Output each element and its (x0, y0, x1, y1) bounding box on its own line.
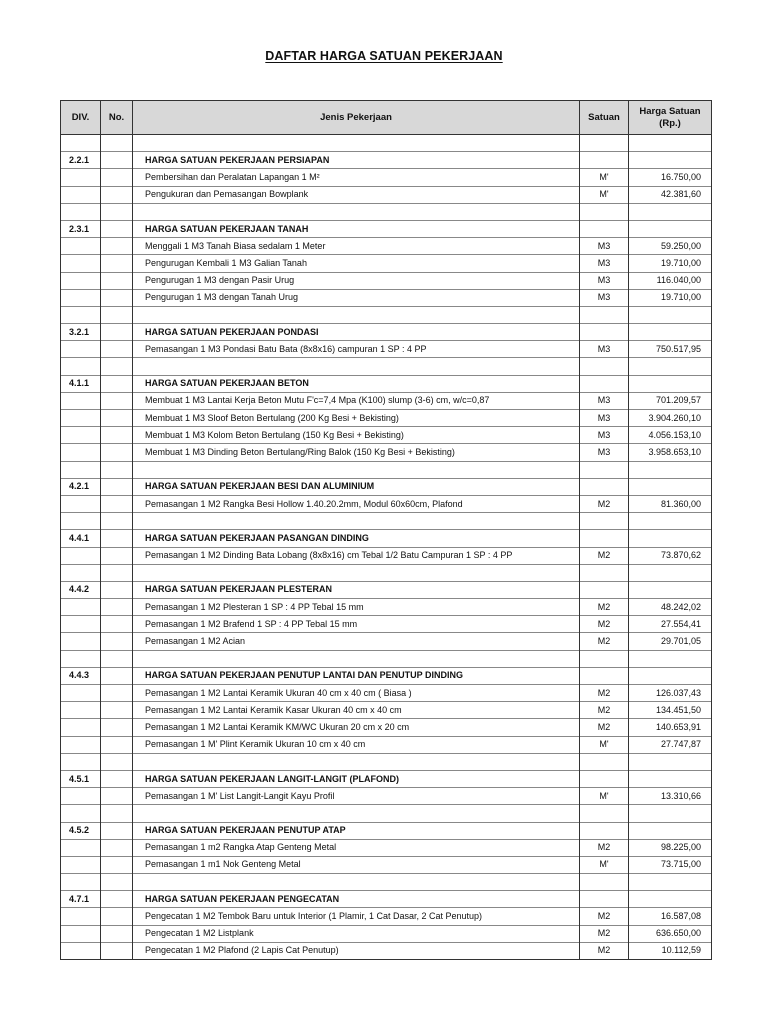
division-code (61, 461, 101, 478)
job-description: Membuat 1 M3 Lantai Kerja Beton Mutu F'c=7,4 Mpa (K100) slump (3-6) cm, w/c=0,87 (133, 392, 580, 409)
unit (580, 581, 629, 598)
job-description (133, 564, 580, 581)
division-code: 4.5.2 (61, 822, 101, 839)
group-header-row (61, 478, 712, 495)
unit-price (629, 203, 712, 220)
job-description: Pemasangan 1 M2 Lantai Keramik KM/WC Ukuran 20 cm x 20 cm (133, 719, 580, 736)
item-number (101, 702, 133, 719)
unit (580, 530, 629, 547)
division-code (61, 410, 101, 427)
unit (580, 306, 629, 323)
division-code (61, 169, 101, 186)
item-number (101, 135, 133, 152)
table-row (61, 341, 712, 358)
item-number (101, 599, 133, 616)
unit: M3 (580, 272, 629, 289)
spacer-row (61, 306, 712, 323)
unit-price: 48.242,02 (629, 599, 712, 616)
table-row (61, 272, 712, 289)
job-description: Membuat 1 M3 Dinding Beton Bertulang/Ring Balok (150 Kg Besi + Bekisting) (133, 444, 580, 461)
item-number (101, 169, 133, 186)
item-number (101, 805, 133, 822)
spacer-row (61, 564, 712, 581)
table-row (61, 719, 712, 736)
header-harga-label: Harga Satuan (639, 105, 701, 117)
unit-price (629, 324, 712, 341)
unit-price: 134.451,50 (629, 702, 712, 719)
division-code (61, 513, 101, 530)
table-row (61, 702, 712, 719)
division-code (61, 272, 101, 289)
unit-price (629, 478, 712, 495)
group-header-row (61, 324, 712, 341)
unit-price: 3.958.653,10 (629, 444, 712, 461)
job-description: Pengecatan 1 M2 Plafond (2 Lapis Cat Penutup) (133, 942, 580, 959)
division-code (61, 839, 101, 856)
item-number (101, 822, 133, 839)
group-header-row (61, 220, 712, 237)
unit-price: 98.225,00 (629, 839, 712, 856)
unit-price (629, 375, 712, 392)
unit: M2 (580, 719, 629, 736)
division-code: 4.1.1 (61, 375, 101, 392)
unit-price (629, 581, 712, 598)
unit (580, 220, 629, 237)
unit-price (629, 306, 712, 323)
unit-price: 73.715,00 (629, 856, 712, 873)
unit: M3 (580, 392, 629, 409)
division-code (61, 427, 101, 444)
division-code (61, 685, 101, 702)
table-row (61, 616, 712, 633)
item-number (101, 788, 133, 805)
division-code: 4.5.1 (61, 770, 101, 787)
division-code (61, 702, 101, 719)
division-code (61, 564, 101, 581)
price-table (60, 100, 712, 960)
unit-price: 126.037,43 (629, 685, 712, 702)
division-code: 3.2.1 (61, 324, 101, 341)
spacer-row (61, 358, 712, 375)
division-code (61, 650, 101, 667)
division-code: 2.2.1 (61, 152, 101, 169)
division-code (61, 788, 101, 805)
division-code (61, 289, 101, 306)
item-number (101, 461, 133, 478)
unit-price: 19.710,00 (629, 289, 712, 306)
table-row (61, 599, 712, 616)
unit-price (629, 667, 712, 684)
job-description: HARGA SATUAN PEKERJAAN LANGIT-LANGIT (PLAFOND) (133, 770, 580, 787)
unit: M2 (580, 925, 629, 942)
table-row (61, 547, 712, 564)
job-description: Pemasangan 1 M2 Brafend 1 SP : 4 PP Tebal 15 mm (133, 616, 580, 633)
unit-price: 13.310,66 (629, 788, 712, 805)
item-number (101, 719, 133, 736)
unit-price: 27.554,41 (629, 616, 712, 633)
job-description: Pengecatan 1 M2 Tembok Baru untuk Interior (1 Plamir, 1 Cat Dasar, 2 Cat Penutup) (133, 908, 580, 925)
division-code (61, 616, 101, 633)
unit: M3 (580, 427, 629, 444)
item-number (101, 272, 133, 289)
item-number (101, 942, 133, 959)
item-number (101, 358, 133, 375)
division-code: 4.4.2 (61, 581, 101, 598)
unit-price: 73.870,62 (629, 547, 712, 564)
item-number (101, 856, 133, 873)
unit-price: 59.250,00 (629, 238, 712, 255)
job-description: Menggali 1 M3 Tanah Biasa sedalam 1 Meter (133, 238, 580, 255)
spacer-row (61, 135, 712, 152)
job-description (133, 650, 580, 667)
table-row (61, 685, 712, 702)
group-header-row (61, 581, 712, 598)
header-jenis-pekerjaan: Jenis Pekerjaan (133, 101, 580, 135)
item-number (101, 564, 133, 581)
division-code: 4.2.1 (61, 478, 101, 495)
item-number (101, 874, 133, 891)
unit (580, 891, 629, 908)
unit-price (629, 753, 712, 770)
item-number (101, 891, 133, 908)
item-number (101, 908, 133, 925)
item-number (101, 392, 133, 409)
job-description: Pembersihan dan Peralatan Lapangan 1 M² (133, 169, 580, 186)
unit: M3 (580, 444, 629, 461)
unit (580, 461, 629, 478)
unit (580, 667, 629, 684)
unit: M3 (580, 341, 629, 358)
unit (580, 822, 629, 839)
table-row (61, 289, 712, 306)
job-description (133, 753, 580, 770)
division-code (61, 255, 101, 272)
job-description: Pengurugan 1 M3 dengan Tanah Urug (133, 289, 580, 306)
item-number (101, 238, 133, 255)
table-row (61, 392, 712, 409)
item-number (101, 530, 133, 547)
job-description: HARGA SATUAN PEKERJAAN PENUTUP ATAP (133, 822, 580, 839)
group-header-row (61, 667, 712, 684)
job-description: Membuat 1 M3 Sloof Beton Bertulang (200 Kg Besi + Bekisting) (133, 410, 580, 427)
unit: M2 (580, 685, 629, 702)
item-number (101, 770, 133, 787)
division-code (61, 341, 101, 358)
job-description (133, 135, 580, 152)
unit (580, 805, 629, 822)
unit-price: 4.056.153,10 (629, 427, 712, 444)
unit-price: 16.587,08 (629, 908, 712, 925)
table-row (61, 495, 712, 512)
unit: M3 (580, 289, 629, 306)
spacer-row (61, 513, 712, 530)
unit: M' (580, 186, 629, 203)
item-number (101, 581, 133, 598)
item-number (101, 289, 133, 306)
unit-price (629, 358, 712, 375)
unit-price: 27.747,87 (629, 736, 712, 753)
unit: M' (580, 788, 629, 805)
unit (580, 324, 629, 341)
table-row (61, 186, 712, 203)
table-row (61, 633, 712, 650)
unit-price: 750.517,95 (629, 341, 712, 358)
unit: M2 (580, 495, 629, 512)
item-number (101, 410, 133, 427)
table-header-row (61, 101, 712, 135)
unit-price: 140.653,91 (629, 719, 712, 736)
job-description: Pemasangan 1 m2 Rangka Atap Genteng Metal (133, 839, 580, 856)
unit (580, 564, 629, 581)
spacer-row (61, 874, 712, 891)
item-number (101, 650, 133, 667)
job-description: HARGA SATUAN PEKERJAAN PASANGAN DINDING (133, 530, 580, 547)
job-description: HARGA SATUAN PEKERJAAN BETON (133, 375, 580, 392)
unit: M2 (580, 599, 629, 616)
item-number (101, 478, 133, 495)
unit: M2 (580, 908, 629, 925)
item-number (101, 753, 133, 770)
division-code (61, 238, 101, 255)
header-no: No. (101, 101, 133, 135)
item-number (101, 495, 133, 512)
unit (580, 152, 629, 169)
unit-price: 16.750,00 (629, 169, 712, 186)
job-description: Pemasangan 1 M3 Pondasi Batu Bata (8x8x16) campuran 1 SP : 4 PP (133, 341, 580, 358)
table-row (61, 788, 712, 805)
unit-price: 10.112,59 (629, 942, 712, 959)
division-code: 4.4.1 (61, 530, 101, 547)
unit (580, 874, 629, 891)
unit-price (629, 135, 712, 152)
job-description (133, 461, 580, 478)
job-description: Pemasangan 1 M' Plint Keramik Ukuran 10 cm x 40 cm (133, 736, 580, 753)
job-description: Pemasangan 1 M2 Acian (133, 633, 580, 650)
spacer-row (61, 753, 712, 770)
item-number (101, 203, 133, 220)
item-number (101, 255, 133, 272)
unit (580, 375, 629, 392)
table-row (61, 238, 712, 255)
division-code (61, 856, 101, 873)
job-description: HARGA SATUAN PEKERJAAN PONDASI (133, 324, 580, 341)
item-number (101, 925, 133, 942)
item-number (101, 444, 133, 461)
unit-price (629, 530, 712, 547)
job-description: Pemasangan 1 M2 Lantai Keramik Ukuran 40 cm x 40 cm ( Biasa ) (133, 685, 580, 702)
header-harga-unit: (Rp.) (659, 117, 681, 129)
header-satuan: Satuan (580, 101, 629, 135)
division-code (61, 736, 101, 753)
table-body (61, 135, 712, 960)
job-description (133, 306, 580, 323)
unit: M2 (580, 633, 629, 650)
unit-price (629, 650, 712, 667)
page-title: DAFTAR HARGA SATUAN PEKERJAAN (265, 49, 503, 63)
division-code (61, 186, 101, 203)
division-code (61, 633, 101, 650)
unit (580, 770, 629, 787)
group-header-row (61, 375, 712, 392)
unit: M3 (580, 255, 629, 272)
division-code (61, 135, 101, 152)
unit-price: 42.381,60 (629, 186, 712, 203)
table-row (61, 427, 712, 444)
group-header-row (61, 530, 712, 547)
unit: M2 (580, 839, 629, 856)
division-code (61, 306, 101, 323)
group-header-row (61, 770, 712, 787)
unit-price: 19.710,00 (629, 255, 712, 272)
item-number (101, 152, 133, 169)
header-harga-satuan (629, 101, 712, 135)
unit (580, 478, 629, 495)
job-description: Pemasangan 1 m1 Nok Genteng Metal (133, 856, 580, 873)
unit (580, 358, 629, 375)
unit: M' (580, 169, 629, 186)
item-number (101, 616, 133, 633)
unit: M3 (580, 410, 629, 427)
table-row (61, 925, 712, 942)
job-description (133, 874, 580, 891)
unit: M3 (580, 238, 629, 255)
unit (580, 203, 629, 220)
item-number (101, 427, 133, 444)
division-code (61, 203, 101, 220)
unit-price (629, 770, 712, 787)
unit-price: 81.360,00 (629, 495, 712, 512)
table-row (61, 169, 712, 186)
unit-price (629, 564, 712, 581)
division-code (61, 805, 101, 822)
unit-price: 29.701,05 (629, 633, 712, 650)
item-number (101, 186, 133, 203)
table-row (61, 908, 712, 925)
spacer-row (61, 805, 712, 822)
item-number (101, 685, 133, 702)
item-number (101, 220, 133, 237)
unit-price (629, 874, 712, 891)
table-row (61, 839, 712, 856)
unit: M2 (580, 616, 629, 633)
item-number (101, 667, 133, 684)
item-number (101, 736, 133, 753)
item-number (101, 513, 133, 530)
job-description: Pemasangan 1 M2 Lantai Keramik Kasar Ukuran 40 cm x 40 cm (133, 702, 580, 719)
job-description: Pemasangan 1 M' List Langit-Langit Kayu Profil (133, 788, 580, 805)
unit-price (629, 513, 712, 530)
group-header-row (61, 822, 712, 839)
unit (580, 650, 629, 667)
table-row (61, 255, 712, 272)
division-code (61, 908, 101, 925)
job-description: HARGA SATUAN PEKERJAAN TANAH (133, 220, 580, 237)
job-description: HARGA SATUAN PEKERJAAN BESI DAN ALUMINIUM (133, 478, 580, 495)
division-code (61, 444, 101, 461)
unit-price (629, 891, 712, 908)
unit-price (629, 152, 712, 169)
unit-price: 3.904.260,10 (629, 410, 712, 427)
job-description: HARGA SATUAN PEKERJAAN PLESTERAN (133, 581, 580, 598)
table-row (61, 856, 712, 873)
unit (580, 513, 629, 530)
division-code (61, 925, 101, 942)
unit: M' (580, 736, 629, 753)
division-code (61, 495, 101, 512)
job-description: Membuat 1 M3 Kolom Beton Bertulang (150 Kg Besi + Bekisting) (133, 427, 580, 444)
unit-price: 636.650,00 (629, 925, 712, 942)
job-description: HARGA SATUAN PEKERJAAN PENGECATAN (133, 891, 580, 908)
item-number (101, 306, 133, 323)
division-code (61, 874, 101, 891)
item-number (101, 324, 133, 341)
division-code (61, 392, 101, 409)
table-row (61, 444, 712, 461)
division-code (61, 719, 101, 736)
table-row (61, 942, 712, 959)
division-code (61, 942, 101, 959)
unit: M2 (580, 702, 629, 719)
job-description (133, 358, 580, 375)
item-number (101, 375, 133, 392)
division-code (61, 753, 101, 770)
unit: M2 (580, 942, 629, 959)
item-number (101, 547, 133, 564)
unit-price (629, 461, 712, 478)
unit-price (629, 220, 712, 237)
job-description: Pemasangan 1 M2 Dinding Bata Lobang (8x8x16) cm Tebal 1/2 Batu Campuran 1 SP : 4 PP (133, 547, 580, 564)
job-description (133, 203, 580, 220)
unit: M' (580, 856, 629, 873)
job-description: HARGA SATUAN PEKERJAAN PERSIAPAN (133, 152, 580, 169)
table-row (61, 736, 712, 753)
job-description: Pengurugan 1 M3 dengan Pasir Urug (133, 272, 580, 289)
unit-price: 701.209,57 (629, 392, 712, 409)
group-header-row (61, 152, 712, 169)
item-number (101, 839, 133, 856)
division-code (61, 599, 101, 616)
item-number (101, 341, 133, 358)
division-code: 4.7.1 (61, 891, 101, 908)
division-code: 4.4.3 (61, 667, 101, 684)
job-description: Pemasangan 1 M2 Plesteran 1 SP : 4 PP Tebal 15 mm (133, 599, 580, 616)
group-header-row (61, 891, 712, 908)
unit-price (629, 805, 712, 822)
division-code (61, 358, 101, 375)
unit-price (629, 822, 712, 839)
division-code: 2.3.1 (61, 220, 101, 237)
unit: M2 (580, 547, 629, 564)
unit (580, 753, 629, 770)
spacer-row (61, 650, 712, 667)
job-description: Pengurugan Kembali 1 M3 Galian Tanah (133, 255, 580, 272)
unit-price: 116.040,00 (629, 272, 712, 289)
division-code (61, 547, 101, 564)
spacer-row (61, 461, 712, 478)
job-description: HARGA SATUAN PEKERJAAN PENUTUP LANTAI DAN PENUTUP DINDING (133, 667, 580, 684)
item-number (101, 633, 133, 650)
job-description: Pengecatan 1 M2 Listplank (133, 925, 580, 942)
job-description (133, 513, 580, 530)
spacer-row (61, 203, 712, 220)
unit (580, 135, 629, 152)
table-row (61, 410, 712, 427)
header-div: DIV. (61, 101, 101, 135)
job-description: Pemasangan 1 M2 Rangka Besi Hollow 1.40.20.2mm, Modul 60x60cm, Plafond (133, 495, 580, 512)
job-description (133, 805, 580, 822)
job-description: Pengukuran dan Pemasangan Bowplank (133, 186, 580, 203)
